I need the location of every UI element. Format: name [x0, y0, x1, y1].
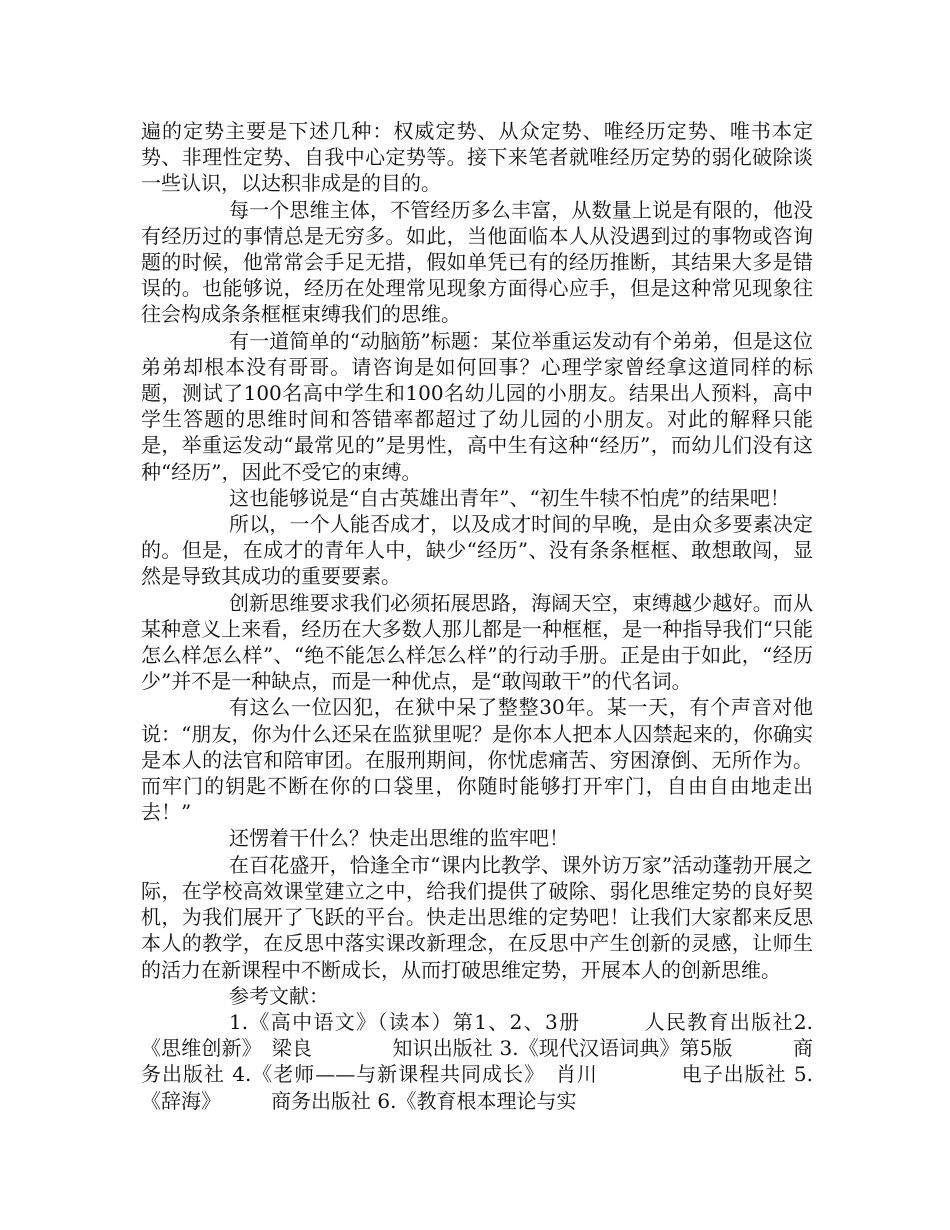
- document-page: [141, 118, 813, 1114]
- references-list: 1.《高中语文》（读本）第1、2、3册 人民教育出版社2.《思维创新》 梁良 知识出版社 3.《现代汉语词典》第5版 商务出版社 4.《老师——与新课程共同成长》 肖川 电子出版社 5.《辞海》 商务出版社 6.《教育根本理论与实: [141, 1009, 813, 1113]
- paragraph-2: 每一个思维主体，不管经历多么丰富，从数量上说是有限的，他没有经历过的事情总是无穷多。如此，当他面临本人从没遇到过的事物或咨询题的时候，他常常会手足无措，假如单凭已有的经历推断，其结果大多是错误的。也能够说，经历在处理常见现象方面得心应手，但是这种常见现象往往会构成条条框框束缚我们的思维。: [141, 197, 813, 327]
- paragraph-4: 这也能够说是“自古英雄出青年”、“初生牛犊不怕虎”的结果吧！: [229, 485, 790, 510]
- paragraph-9: 在百花盛开，恰逢全市“课内比教学、课外访万家”活动蓬勃开展之际，在学校高效课堂建立之中，给我们提供了破除、弱化思维定势的良好契机，为我们展开了飞跃的平台。快走出思维的定势吧！让我们大家都来反思本人的教学，在反思中落实课改新理念，在反思中产生创新的灵感，让师生的活力在新课程中不断成长，从而打破思维定势，开展本人的创新思维。: [141, 852, 813, 982]
- references-heading: 参考文献：: [229, 983, 329, 1008]
- paragraph-8: 还愣着干什么？快走出思维的监牢吧！: [229, 826, 569, 851]
- paragraph-5: 所以，一个人能否成才，以及成才时间的早晚，是由众多要素决定的。但是，在成才的青年人中，缺少“经历”、没有条条框框、敢想敢闯，显然是导致其成功的重要要素。: [141, 512, 813, 589]
- paragraph-3: 有一道简单的“动脑筋”标题：某位举重运发动有个弟弟，但是这位弟弟却根本没有哥哥。请咨询是如何回事？心理学家曾经拿这道同样的标题，测试了100名高中学生和100名幼儿园的小朋友。结果出人预料，高中学生答题的思维时间和答错率都超过了幼儿园的小朋友。对此的解释只能是，举重运发动“最常见的”是男性，高中生有这种“经历”，而幼儿们没有这种“经历”，因此不受它的束缚。: [141, 328, 813, 484]
- paragraph-1: 遍的定势主要是下述几种：权威定势、从众定势、唯经历定势、唯书本定势、非理性定势、自我中心定势等。接下来笔者就唯经历定势的弱化破除谈一些认识，以达积非成是的目的。: [141, 119, 813, 196]
- paragraph-6: 创新思维要求我们必须拓展思路，海阔天空，束缚越少越好。而从某种意义上来看，经历在大多数人那儿都是一种框框，是一种指导我们“只能怎么样怎么样”、“绝不能怎么样怎么样”的行动手册。正是由于如此，“经历少”并不是一种缺点，而是一种优点，是“敢闯敢干”的代名词。: [141, 590, 813, 694]
- paragraph-7: 有这么一位囚犯，在狱中呆了整整30年。某一天，有个声音对他说：“朋友，你为什么还呆在监狱里呢？是你本人把本人囚禁起来的，你确实是本人的法官和陪审团。在服刑期间，你忧虑痛苦、穷困潦倒、无所作为。而牢门的钥匙不断在你的口袋里，你随时能够打开牢门，自由自由地走出去！”: [141, 695, 813, 825]
